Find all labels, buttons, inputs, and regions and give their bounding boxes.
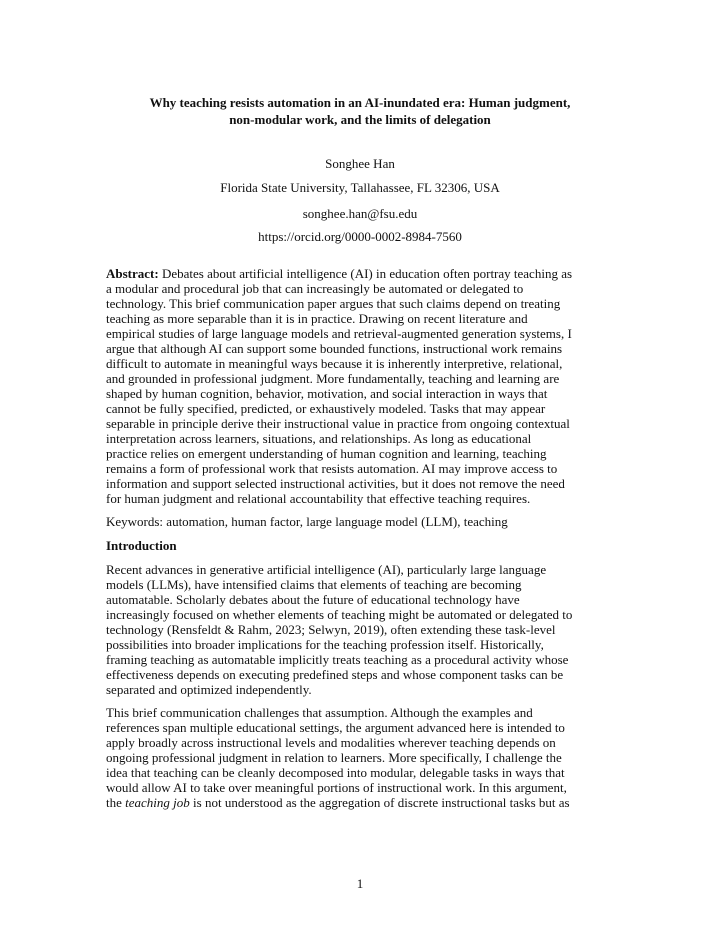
abstract-line: cannot be fully specified, predicted, or exhaustively modeled. Tasks that may appear bbox=[106, 401, 546, 416]
paragraph-line: separated and optimized independently. bbox=[106, 682, 312, 697]
paragraph-line: would allow AI to take over meaningful portions of instructional work. In this argument, bbox=[106, 780, 567, 795]
author-name: Songhee Han bbox=[325, 156, 395, 171]
paragraph-line: models (LLMs), have intensified claims that elements of teaching are becoming bbox=[106, 577, 522, 592]
paragraph-line: Recent advances in generative artificial intelligence (AI), particularly large language bbox=[106, 562, 547, 577]
abstract-line: interpretation across learners, situations, and relationships. As long as educational bbox=[106, 431, 532, 446]
paragraph-line: automatable. Scholarly debates about the future of educational technology have bbox=[106, 592, 520, 607]
abstract-line: information and support selected instructional activities, but it does not remove the need bbox=[106, 476, 565, 491]
paragraph-line: increasingly focused on whether elements of teaching might be automated or delegated to bbox=[106, 607, 573, 622]
abstract-line: Abstract: Debates about artificial intelligence (AI) in education often portray teaching as bbox=[106, 266, 573, 281]
paragraph-line: possibilities into broader implications for the teaching profession itself. Historically, bbox=[106, 637, 544, 652]
paragraph-line: framing teaching as automatable implicitly treats teaching as a procedural activity whose bbox=[106, 652, 569, 667]
paragraph-line: idea that teaching can be cleanly decomposed into modular, delegable tasks in ways that bbox=[106, 765, 565, 780]
abstract-line: practice relies on emergent understanding of human cognition and learning, teaching bbox=[106, 446, 547, 461]
paragraph-line: effectiveness depends on executing predefined steps and whose component tasks can be bbox=[106, 667, 564, 682]
paragraph-line: apply broadly across instructional levels and modalities wherever teaching depends on bbox=[106, 735, 556, 750]
title-line-2: non-modular work, and the limits of delegation bbox=[229, 112, 491, 127]
abstract-line: separable in principle derive their instructional value in practice from ongoing contextual bbox=[106, 416, 570, 431]
abstract-line: for human judgment and relational accountability that effective teaching requires. bbox=[106, 491, 531, 506]
abstract-line: remains a form of professional work that resists automation. AI may improve access to bbox=[106, 461, 558, 476]
paragraph-line: ongoing professional judgment in relation to learners. More specifically, I challenge the bbox=[106, 750, 562, 765]
paper-title bbox=[106, 94, 614, 128]
paragraph-line: technology (Rensfeldt & Rahm, 2023; Selwyn, 2019), often extending these task-level bbox=[106, 622, 556, 637]
page-number: 1 bbox=[356, 876, 364, 891]
abstract-line: empirical studies of large language models and retrieval-augmented generation systems, I bbox=[106, 326, 572, 341]
abstract-line: argue that although AI can support some bounded functions, instructional work remains bbox=[106, 341, 563, 356]
keywords: Keywords: automation, human factor, large language model (LLM), teaching bbox=[106, 514, 508, 529]
abstract-line: a modular and procedural job that can increasingly be automated or delegated to bbox=[106, 281, 524, 296]
title-line-1: Why teaching resists automation in an AI-inundated era: Human judgment, bbox=[149, 95, 571, 110]
teaching-job-term: teaching job bbox=[125, 795, 190, 810]
abstract-line: shaped by human cognition, behavior, motivation, and social interaction in ways that bbox=[106, 386, 548, 401]
abstract-line: and grounded in professional judgment. More fundamentally, teaching and learning are bbox=[106, 371, 560, 386]
abstract-line: difficult to automate in meaningful ways because it is inherently interpretive, relational, bbox=[106, 356, 563, 371]
paragraph-line: references span multiple educational settings, the argument advanced here is intended to bbox=[106, 720, 565, 735]
author-email: songhee.han@fsu.edu bbox=[302, 206, 418, 221]
abstract-line: teaching as more separable than it is in practice. Drawing on recent literature and bbox=[106, 311, 528, 326]
abstract-label: Abstract: bbox=[106, 266, 159, 281]
paragraph-line: the teaching job is not understood as the aggregation of discrete instructional tasks but as bbox=[106, 795, 570, 810]
author-orcid: https://orcid.org/0000-0002-8984-7560 bbox=[258, 229, 462, 244]
abstract-line: technology. This brief communication paper argues that such claims depend on treating bbox=[106, 296, 561, 311]
author-affiliation: Florida State University, Tallahassee, FL 32306, USA bbox=[220, 180, 500, 195]
paragraph-line: This brief communication challenges that assumption. Although the examples and bbox=[106, 705, 533, 720]
introduction-heading: Introduction bbox=[106, 538, 177, 553]
